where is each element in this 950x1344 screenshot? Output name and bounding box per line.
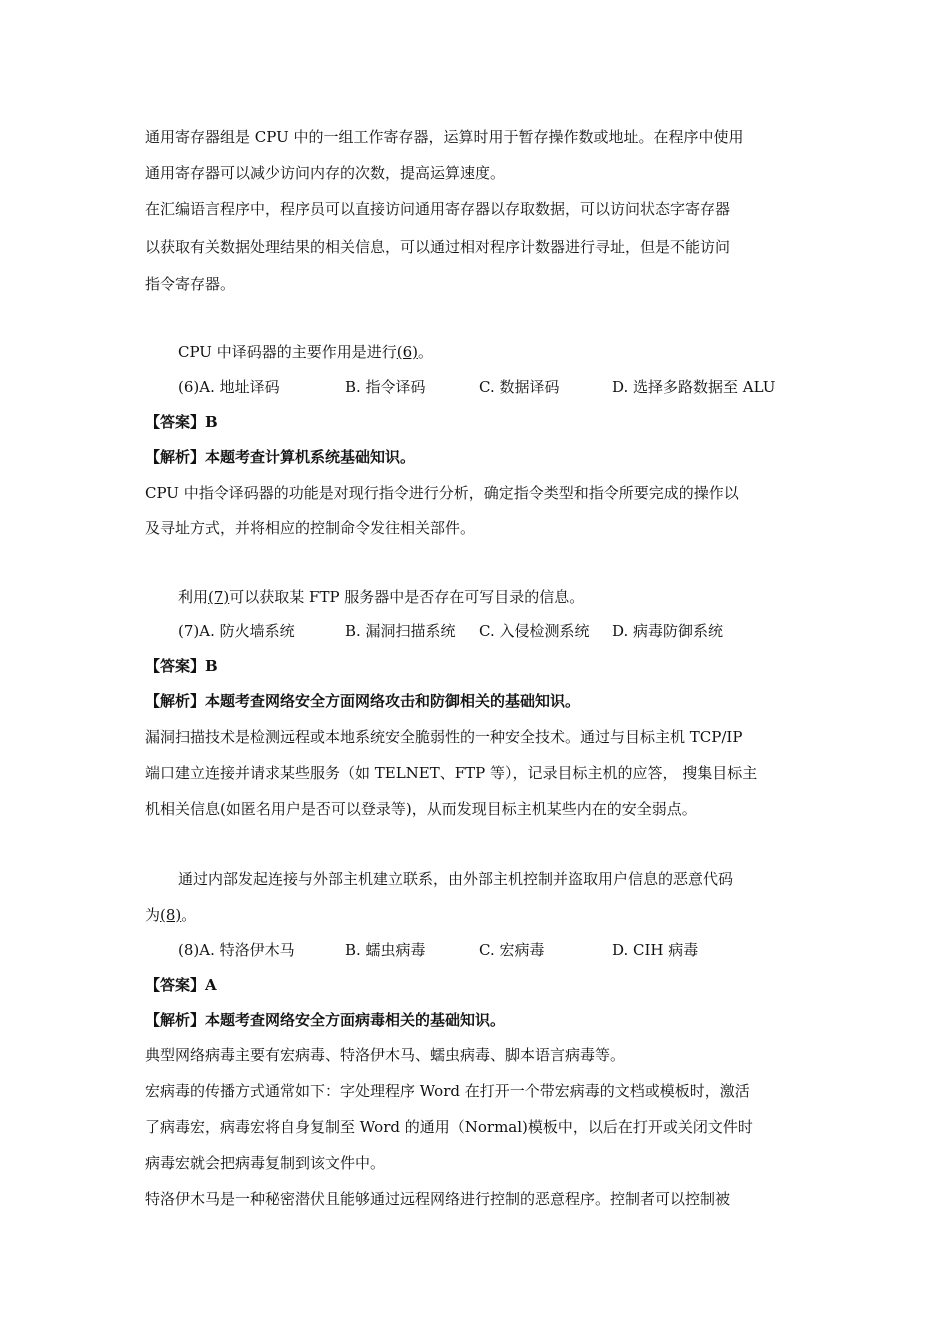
q7-stem-pre: 利用	[178, 588, 209, 606]
q7-option-b: B. 漏洞扫描系统	[345, 622, 456, 640]
q7-stem-post: 可以获取某 FTP 服务器中是否存在可写目录的信息。	[229, 588, 585, 606]
intro-line-5: 指令寄存器。	[145, 275, 236, 293]
q6-analysis-line-2: 及寻址方式，并将相应的控制命令发往相关部件。	[145, 519, 476, 537]
q8-analysis-line-5: 特洛伊木马是一种秘密潜伏且能够通过远程网络进行控制的恶意程序。控制者可以控制被	[145, 1190, 731, 1208]
q8-blank: (8)	[160, 906, 182, 924]
q6-option-b: B. 指令译码	[345, 378, 426, 396]
q6-blank: (6)	[396, 343, 418, 361]
q8-option-b: B. 蠕虫病毒	[345, 941, 426, 959]
q8-analysis-line-2: 宏病毒的传播方式通常如下：字处理程序 Word 在打开一个带宏病毒的文档或模板时，激活	[145, 1082, 750, 1100]
q7-analysis-line-1: 漏洞扫描技术是检测远程或本地系统安全脆弱性的一种安全技术。通过与目标主机 TCP/IP	[145, 728, 743, 746]
q7-analysis-line-2: 端口建立连接并请求某些服务（如 TELNET、FTP 等），记录目标主机的应答， 搜集目标主	[145, 764, 758, 782]
q8-option-d: D. CIH 病毒	[612, 941, 699, 959]
q8-option-c: C. 宏病毒	[479, 941, 545, 959]
intro-line-1: 通用寄存器组是 CPU 中的一组工作寄存器，运算时用于暂存操作数或地址。在程序中使用	[145, 128, 744, 146]
q7-option-a: (7)A. 防火墙系统	[178, 622, 295, 640]
q6-analysis-line-1: CPU 中指令译码器的功能是对现行指令进行分析，确定指令类型和指令所要完成的操作以	[145, 484, 739, 502]
q6-answer: 【答案】B	[145, 413, 218, 431]
intro-line-4: 以获取有关数据处理结果的相关信息，可以通过相对程序计数器进行寻址，但是不能访问	[145, 238, 731, 256]
q8-stem-line-2	[145, 904, 810, 926]
q6-option-a: (6)A. 地址译码	[178, 378, 280, 396]
q6-stem-post: 。	[417, 343, 433, 361]
q7-analysis-title: 【解析】本题考查网络安全方面网络攻击和防御相关的基础知识。	[145, 692, 581, 710]
q6-option-c: C. 数据译码	[479, 378, 560, 396]
q8-analysis-line-3: 了病毒宏，病毒宏将自身复制至 Word 的通用（Normal)模板中，以后在打开或关闭文件时	[145, 1118, 753, 1136]
q8-answer: 【答案】A	[145, 976, 217, 994]
q7-analysis-line-3: 机相关信息(如匿名用户是否可以登录等)，从而发现目标主机某些内在的安全弱点。	[145, 800, 697, 818]
q7-answer: 【答案】B	[145, 657, 218, 675]
q8-option-a: (8)A. 特洛伊木马	[178, 941, 295, 959]
q8-analysis-line-1: 典型网络病毒主要有宏病毒、特洛伊木马、蠕虫病毒、脚本语言病毒等。	[145, 1046, 626, 1064]
q8-stem-post: 。	[181, 906, 197, 924]
intro-line-2: 通用寄存器可以减少访问内存的次数，提高运算速度。	[145, 164, 506, 182]
q6-analysis-title: 【解析】本题考查计算机系统基础知识。	[145, 448, 416, 466]
q8-stem-pre: 为	[145, 906, 161, 924]
q8-analysis-title: 【解析】本题考查网络安全方面病毒相关的基础知识。	[145, 1011, 506, 1029]
q6-stem-pre: CPU 中译码器的主要作用是进行	[178, 343, 397, 361]
q7-blank: (7)	[208, 588, 230, 606]
q6-stem	[178, 341, 843, 363]
q8-analysis-line-4: 病毒宏就会把病毒复制到该文件中。	[145, 1154, 386, 1172]
q7-option-c: C. 入侵检测系统	[479, 622, 590, 640]
q7-option-d: D. 病毒防御系统	[612, 622, 724, 640]
q7-stem	[178, 586, 843, 608]
q6-option-d: D. 选择多路数据至 ALU	[612, 378, 776, 396]
intro-line-3: 在汇编语言程序中，程序员可以直接访问通用寄存器以存取数据，可以访问状态字寄存器	[145, 200, 731, 218]
q8-stem-line-1: 通过内部发起连接与外部主机建立联系，由外部主机控制并盗取用户信息的恶意代码	[178, 870, 734, 888]
